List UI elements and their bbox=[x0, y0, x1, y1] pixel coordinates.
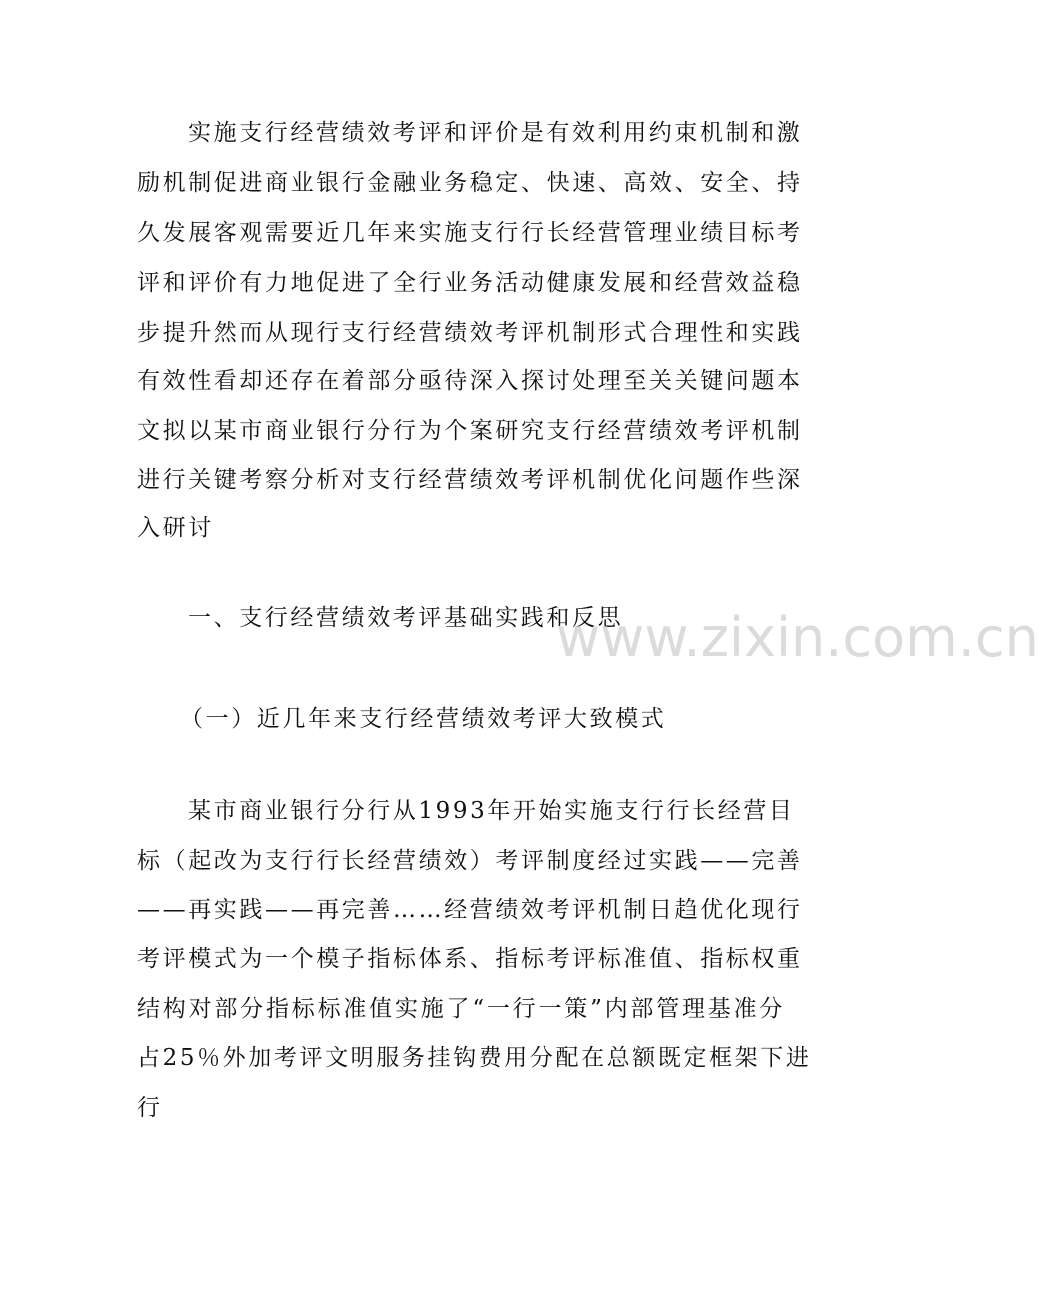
intro-line: 进行关键考察分析对支行经营绩效考评机制优化问题作些深 bbox=[137, 467, 803, 493]
intro-line: 久发展客观需要近几年来实施支行行长经营管理业绩目标考 bbox=[137, 220, 803, 246]
body-line: 某市商业银行分行从1993年开始实施支行行长经营目 bbox=[188, 798, 795, 824]
subsection-heading: （一）近几年来支行经营绩效考评大致模式 bbox=[180, 706, 667, 732]
body-line: 标（起改为支行行长经营绩效）考评制度经过实践——完善 bbox=[137, 848, 803, 874]
body-line: 结构对部分指标标准值实施了“一行一策”内部管理基准分 bbox=[137, 996, 785, 1022]
intro-line: 评和评价有力地促进了全行业务活动健康发展和经营效益稳 bbox=[137, 270, 803, 296]
section-heading: 一、支行经营绩效考评基础实践和反思 bbox=[188, 605, 624, 631]
body-line: 占25％外加考评文明服务挂钩费用分配在总额既定框架下进 bbox=[137, 1045, 812, 1071]
body-line: 行 bbox=[137, 1095, 163, 1121]
intro-line: 励机制促进商业银行金融业务稳定、快速、高效、安全、持 bbox=[137, 170, 803, 196]
body-line: ——再实践——再完善……经营绩效考评机制日趋优化现行 bbox=[137, 897, 803, 923]
intro-line: 文拟以某市商业银行分行为个案研究支行经营绩效考评机制 bbox=[137, 418, 803, 444]
intro-line: 有效性看却还存在着部分亟待深入探讨处理至关关键问题本 bbox=[137, 368, 803, 394]
intro-line: 入研讨 bbox=[137, 515, 214, 541]
intro-line: 实施支行经营绩效考评和评价是有效利用约束机制和激 bbox=[188, 120, 803, 146]
intro-line: 步提升然而从现行支行经营绩效考评机制形式合理性和实践 bbox=[137, 320, 803, 346]
body-line: 考评模式为一个模子指标体系、指标考评标准值、指标权重 bbox=[137, 946, 803, 972]
watermark: www.zixin.com.cn bbox=[556, 606, 1039, 669]
